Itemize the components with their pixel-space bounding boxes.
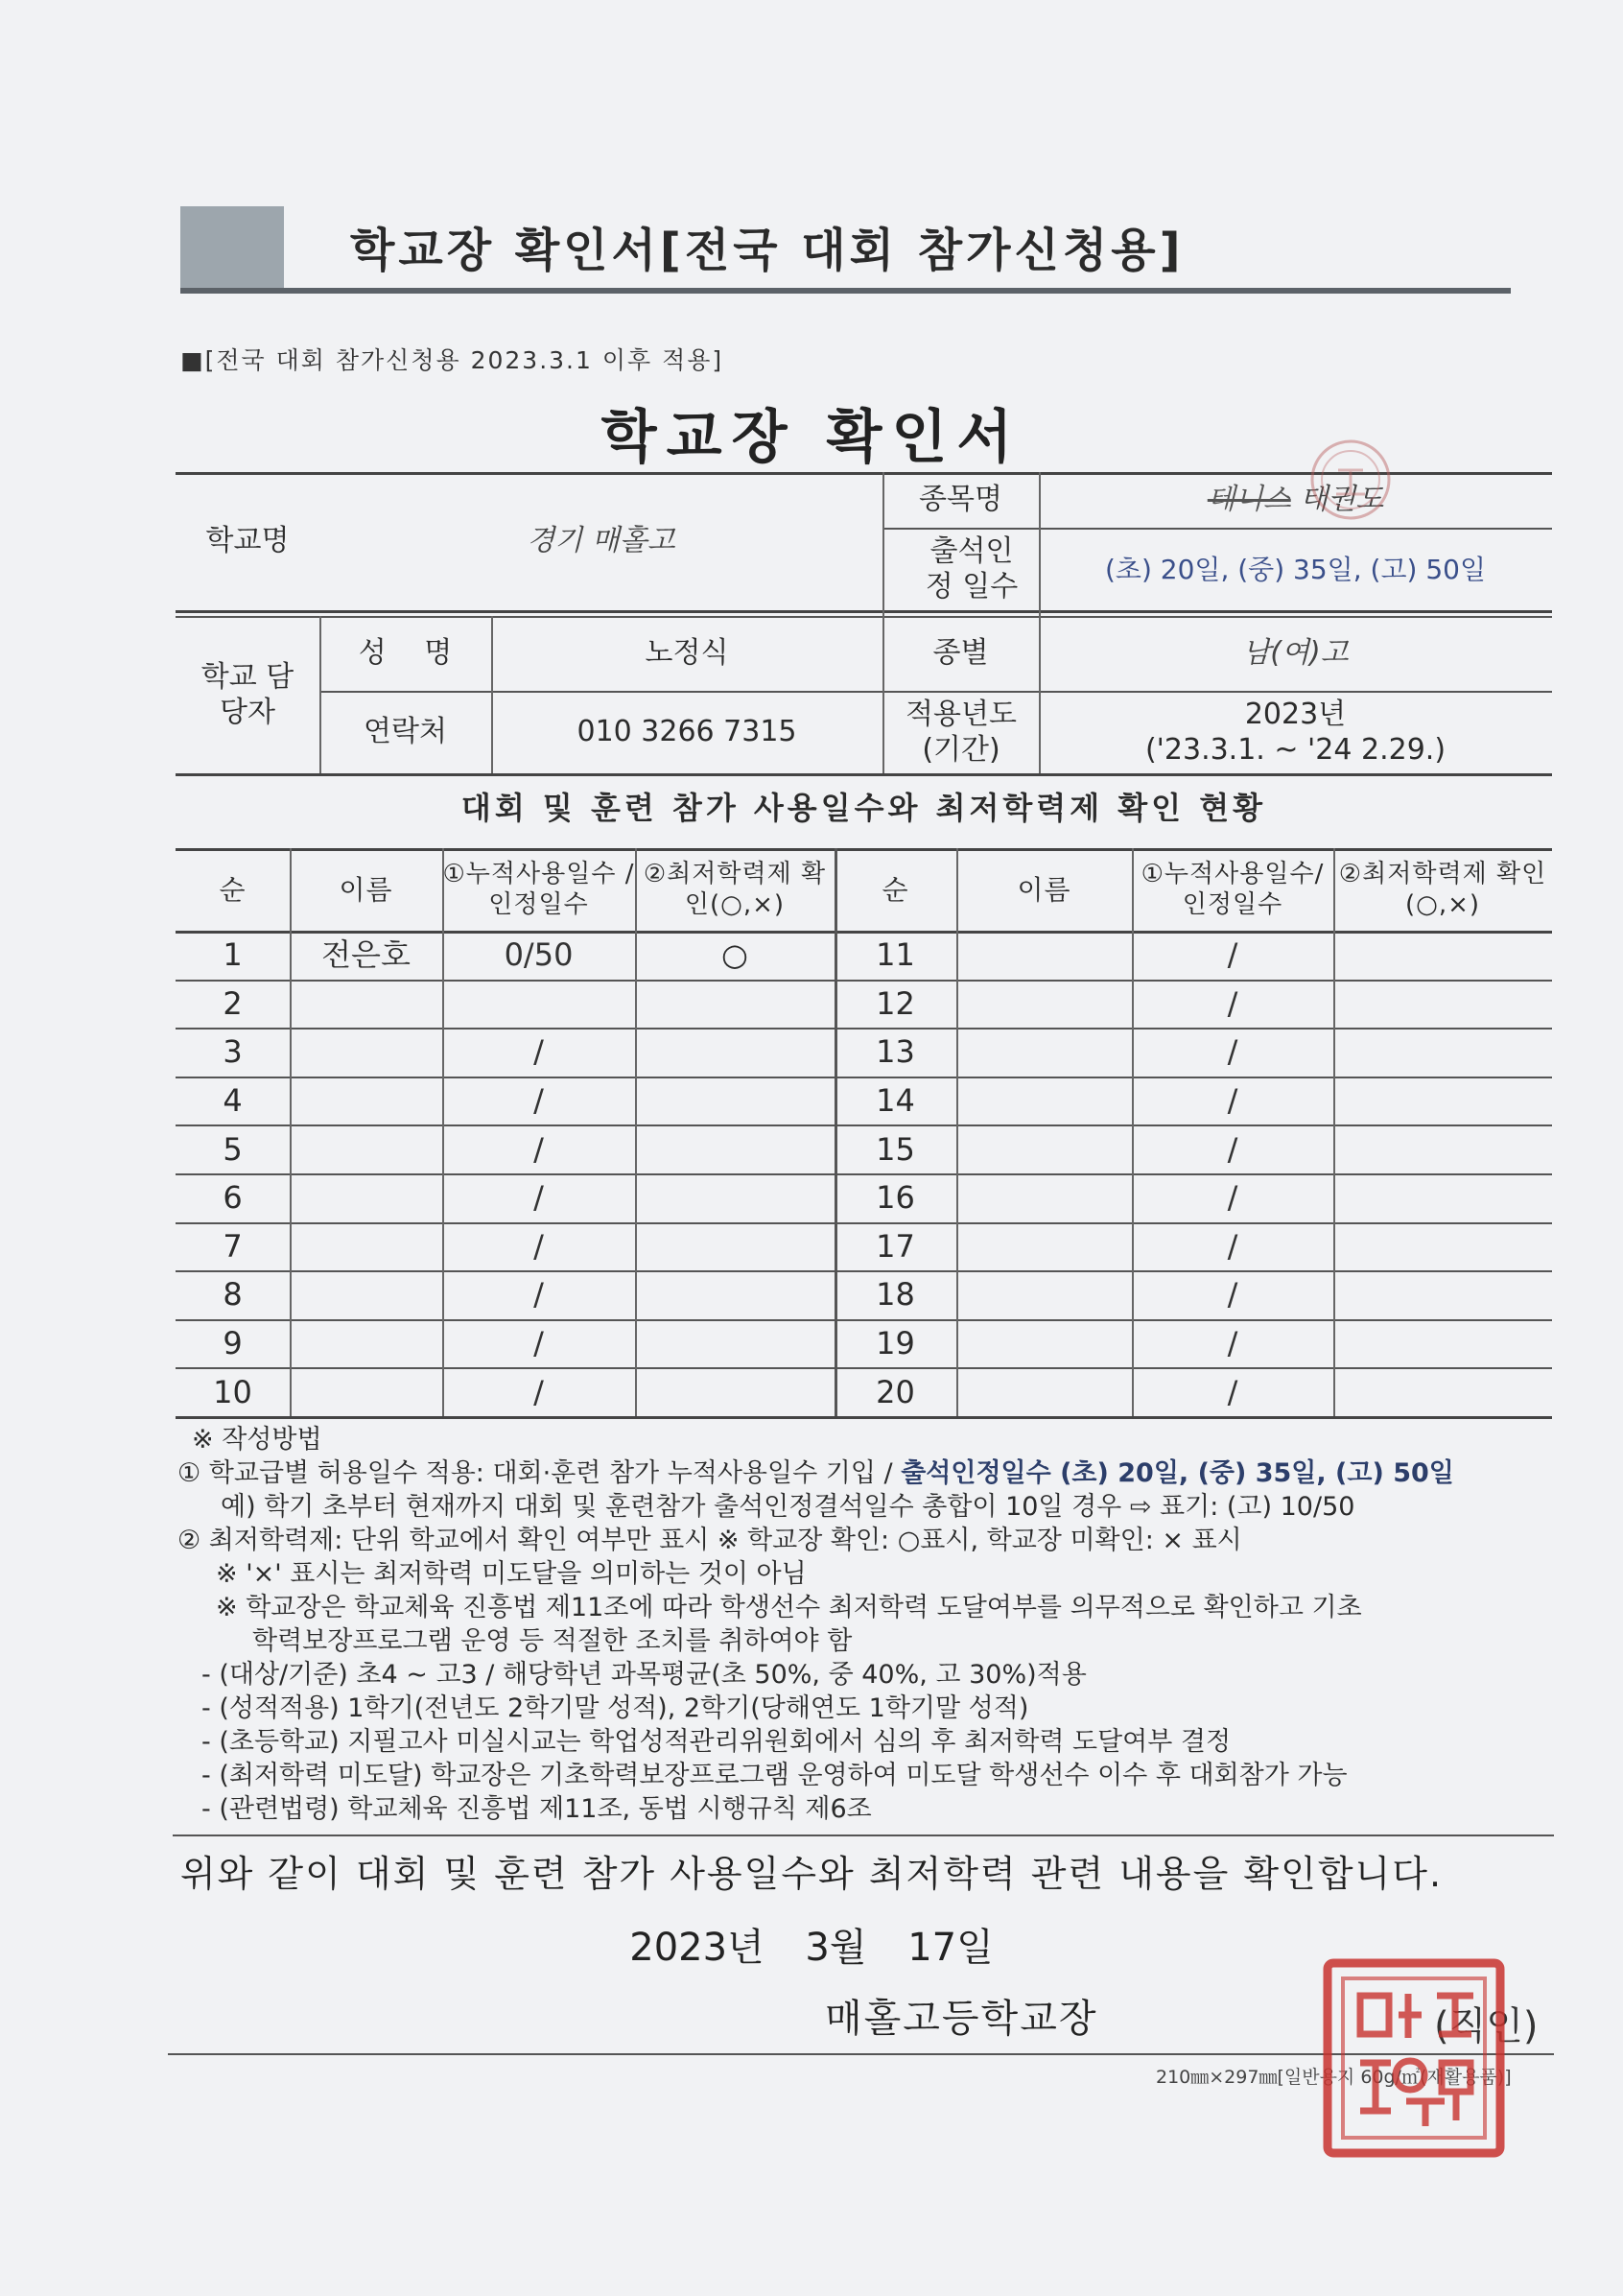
table-cell-left-name bbox=[290, 1124, 442, 1173]
header-name-right: 이름 bbox=[1017, 873, 1071, 906]
table-cell-right-name bbox=[956, 1173, 1132, 1222]
table-cell-right-no: 13 bbox=[876, 1033, 915, 1071]
header-gray-box bbox=[180, 206, 284, 293]
table-cell-left-name bbox=[290, 1222, 442, 1271]
table-cell-left-name bbox=[290, 1173, 442, 1222]
note-2: ② 최저학력제: 단위 학교에서 확인 여부만 표시 ※ 학교장 확인: ○표시, 학교장 미확인: × 표시 bbox=[177, 1526, 1242, 1555]
table-cell-right-no: 14 bbox=[876, 1082, 915, 1120]
table-cell-left-no: 1 bbox=[223, 936, 243, 974]
name-label: 성 명 bbox=[358, 636, 453, 671]
table-cell-left-check bbox=[635, 980, 835, 1029]
table-cell-left-no: 9 bbox=[223, 1325, 243, 1362]
principal-name: 매홀고등학교장 bbox=[825, 1997, 1098, 2041]
detail-5: - (관련법령) 학교체육 진흥법 제11조, 동법 시행규칙 제6조 bbox=[201, 1794, 872, 1824]
table-cell-right-days: / bbox=[1227, 1373, 1238, 1410]
table-cell-left-name bbox=[290, 1270, 442, 1319]
table-cell-left-check bbox=[635, 1124, 835, 1173]
table-cell-left-check bbox=[635, 1270, 835, 1319]
year-label: 적용년도 (기간) bbox=[906, 697, 1017, 767]
table-cell-left-name bbox=[290, 980, 442, 1029]
year-value: 2023년 bbox=[1244, 697, 1347, 731]
table-cell-left-check: ○ bbox=[721, 936, 748, 974]
school-seal-stamp bbox=[1322, 1957, 1506, 2159]
section-title: 대회 및 훈련 참가 사용일수와 최저학력제 확인 현황 bbox=[460, 790, 1267, 826]
confirm-top-rule bbox=[173, 1834, 1554, 1836]
header-days-right: ①누적사용일수/ 인정일수 bbox=[1141, 859, 1325, 919]
sport-value bbox=[1039, 472, 1552, 528]
table-cell-left-name bbox=[290, 1028, 442, 1077]
note-1: ① 학교급별 허용일수 적용: 대회·훈련 참가 누적사용일수 기입 / 출석인정일수 (초) 20일, (중) 35일, (고) 50일 bbox=[177, 1458, 1454, 1488]
table-cell-right-days: / bbox=[1227, 1227, 1238, 1265]
table-cell-left-name: 전은호 bbox=[321, 936, 411, 974]
year-value-cell bbox=[1039, 691, 1552, 773]
table-cell-left-days: / bbox=[533, 1373, 544, 1410]
table-cell-right-days: / bbox=[1227, 1325, 1238, 1362]
table-cell-left-days: / bbox=[533, 1179, 544, 1217]
table-cell-left-no: 5 bbox=[223, 1130, 243, 1168]
table-cell-right-no: 19 bbox=[876, 1325, 915, 1362]
official-seal-label: (직인) bbox=[1434, 2004, 1539, 2048]
table-cell-right-days: / bbox=[1227, 1276, 1238, 1314]
table-cell-right-no: 16 bbox=[876, 1179, 915, 1217]
table-cell-right-days: / bbox=[1227, 1130, 1238, 1168]
table-cell-right-check bbox=[1333, 1077, 1552, 1125]
period-value: ('23.3.1. ~ '24 2.29.) bbox=[1144, 733, 1447, 767]
table-cell-left-days: / bbox=[533, 1325, 544, 1362]
sport-corrected-value: 태권도 bbox=[1300, 483, 1384, 517]
table-cell-left-check bbox=[635, 1077, 835, 1125]
table-cell-left-no: 8 bbox=[223, 1276, 243, 1314]
applicability-note: ■[전국 대회 참가신청용 2023.3.1 이후 적용] bbox=[180, 346, 724, 374]
table-cell-right-days: / bbox=[1227, 1033, 1238, 1071]
note-2-b2: 학력보장프로그램 운영 등 적절한 조치를 취하여야 함 bbox=[252, 1626, 853, 1656]
table-cell-right-check bbox=[1333, 931, 1552, 980]
note-2-a: ※ '×' 표시는 최저학력 미도달을 의미하는 것이 아님 bbox=[216, 1559, 807, 1589]
note-1-example: 예) 학기 초부터 현재까지 대회 및 훈련참가 출석인정결석일수 총합이 10일 경우 ⇨ 표기: (고) 10/50 bbox=[221, 1492, 1355, 1522]
table-cell-right-check bbox=[1333, 1222, 1552, 1271]
table-cell-left-name bbox=[290, 1319, 442, 1368]
manager-label: 학교 담당자 bbox=[200, 659, 294, 729]
table-cell-left-days: 0/50 bbox=[504, 936, 574, 974]
table-cell-left-days: / bbox=[533, 1082, 544, 1120]
contact-value: 010 3266 7315 bbox=[576, 715, 797, 749]
school-name-value: 경기 매홀고 bbox=[527, 524, 675, 558]
table-cell-right-check bbox=[1333, 980, 1552, 1029]
table-cell-right-check bbox=[1333, 1270, 1552, 1319]
header-name-left: 이름 bbox=[339, 873, 393, 906]
table-cell-left-no: 6 bbox=[223, 1179, 243, 1217]
table-cell-right-days: / bbox=[1227, 1082, 1238, 1120]
header-check-right: ②최저학력제 확인(○,×) bbox=[1338, 859, 1547, 919]
table-cell-left-no: 3 bbox=[223, 1033, 243, 1071]
table-cell-right-no: 20 bbox=[876, 1373, 915, 1410]
table-cell-right-no: 18 bbox=[876, 1276, 915, 1314]
table-cell-left-no: 7 bbox=[223, 1227, 243, 1265]
table-cell-right-name bbox=[956, 1028, 1132, 1077]
table-cell-right-no: 15 bbox=[876, 1130, 915, 1168]
confirmation-statement: 위와 같이 대회 및 훈련 참가 사용일수와 최저학력 관련 내용을 확인합니다. bbox=[179, 1853, 1444, 1895]
sport-struck-value: 테니스 bbox=[1207, 483, 1291, 517]
name-value: 노정식 bbox=[645, 636, 729, 671]
correction-seal-stamp bbox=[1307, 437, 1394, 523]
table-cell-left-days: / bbox=[533, 1276, 544, 1314]
table-cell-left-no: 4 bbox=[223, 1082, 243, 1120]
table-cell-right-name bbox=[956, 1077, 1132, 1125]
table-cell-right-no: 12 bbox=[876, 984, 915, 1022]
table-cell-right-name bbox=[956, 1270, 1132, 1319]
attend-days-value: (초) 20일, (중) 35일, (고) 50일 bbox=[1104, 553, 1487, 585]
document-title: 학교장 확인서 bbox=[600, 404, 1023, 471]
contact-label: 연락처 bbox=[364, 715, 447, 749]
header-check-left: ②최저학력제 확인(○,×) bbox=[643, 859, 827, 919]
table-cell-right-days: / bbox=[1227, 984, 1238, 1022]
writing-instructions bbox=[177, 1423, 1559, 1826]
table-cell-left-name bbox=[290, 1077, 442, 1125]
table-cell-left-days: / bbox=[533, 1227, 544, 1265]
table-cell-left-days: / bbox=[533, 1130, 544, 1168]
table-cell-left-days bbox=[442, 980, 635, 1029]
gender-value: 남(여)고 bbox=[1242, 636, 1349, 671]
table-cell-right-name bbox=[956, 1367, 1132, 1416]
table-cell-left-check bbox=[635, 1222, 835, 1271]
detail-2: - (성적적용) 1학기(전년도 2학기말 성적), 2학기(당해연도 1학기말 성적) bbox=[201, 1693, 1029, 1723]
table-cell-right-check bbox=[1333, 1319, 1552, 1368]
header-no-right: 순 bbox=[882, 873, 909, 906]
table-cell-right-no: 11 bbox=[876, 936, 915, 974]
note-2-b1: ※ 학교장은 학교체육 진흥법 제11조에 따라 학생선수 최저학력 도달여부를 의무적으로 확인하고 기초 bbox=[216, 1593, 1362, 1622]
table-cell-right-check bbox=[1333, 1124, 1552, 1173]
table-cell-right-check bbox=[1333, 1173, 1552, 1222]
table-cell-right-name bbox=[956, 1319, 1132, 1368]
table-cell-right-name bbox=[956, 1222, 1132, 1271]
header-title: 학교장 확인서[전국 대회 참가신청용] bbox=[350, 224, 1185, 277]
sport-label: 종목명 bbox=[919, 483, 1002, 517]
school-name-label: 학교명 bbox=[205, 524, 290, 558]
table-cell-left-no: 2 bbox=[223, 984, 243, 1022]
notes-heading: ※ 작성방법 bbox=[192, 1425, 322, 1455]
table-cell-right-name bbox=[956, 980, 1132, 1029]
table-cell-left-check bbox=[635, 1319, 835, 1368]
detail-3: - (초등학교) 지필고사 미실시교는 학업성적관리위원회에서 심의 후 최저학력 도달여부 결정 bbox=[201, 1727, 1232, 1757]
table-cell-right-check bbox=[1333, 1367, 1552, 1416]
header-no-left: 순 bbox=[219, 873, 247, 906]
detail-4: - (최저학력 미도달) 학교장은 기초학력보장프로그램 운영하여 미도달 학생선수 이수 후 대회참가 가능 bbox=[201, 1761, 1348, 1790]
table-cell-right-no: 17 bbox=[876, 1227, 915, 1265]
header-underline bbox=[180, 288, 1511, 294]
detail-1: - (대상/기준) 초4 ~ 고3 / 해당학년 과목평균(초 50%, 중 40%, 고 30%)적용 bbox=[201, 1660, 1087, 1690]
table-cell-right-days: / bbox=[1227, 936, 1238, 974]
table-cell-right-name bbox=[956, 931, 1132, 980]
header-days-left: ①누적사용일수 /인정일수 bbox=[442, 859, 635, 919]
paper-size-note: 210㎜×297㎜[일반용지 60g/㎡(재활용품)] bbox=[1156, 2067, 1512, 2088]
table-cell-left-check bbox=[635, 1367, 835, 1416]
attend-days-label: 출석인정 일수 bbox=[925, 533, 1019, 604]
table-cell-right-name bbox=[956, 1124, 1132, 1173]
table-cell-right-days: / bbox=[1227, 1179, 1238, 1217]
table-cell-left-check bbox=[635, 1173, 835, 1222]
table-bottom-border bbox=[176, 1416, 1552, 1419]
table-cell-left-no: 10 bbox=[213, 1373, 252, 1410]
table-cell-left-check bbox=[635, 1028, 835, 1077]
table-cell-right-check bbox=[1333, 1028, 1552, 1077]
table-cell-left-name bbox=[290, 1367, 442, 1416]
gender-label: 종별 bbox=[932, 636, 989, 671]
issue-date: 2023년 3월 17일 bbox=[629, 1926, 994, 1970]
table-cell-left-days: / bbox=[533, 1033, 544, 1071]
